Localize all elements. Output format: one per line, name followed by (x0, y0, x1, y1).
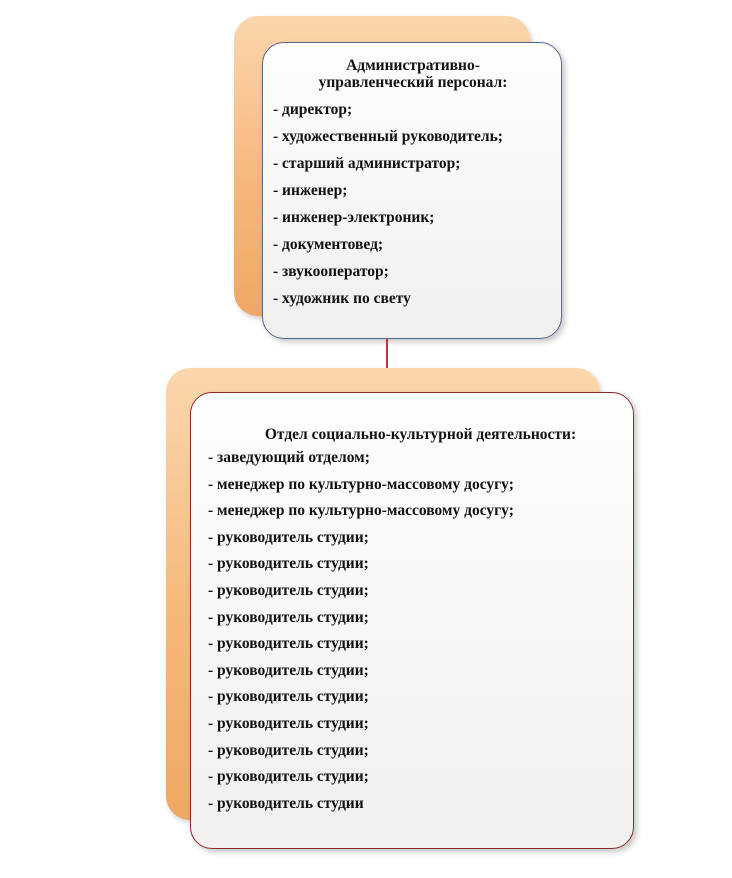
admin-title-line-1: Административно- (346, 57, 480, 74)
admin-staff-box (262, 42, 562, 339)
dept-box (190, 392, 634, 849)
admin-staff-item: - художник по свету (273, 290, 411, 307)
admin-staff-item: - инженер-электроник; (273, 209, 435, 226)
dept-staff-item: - руководитель студии; (208, 688, 369, 706)
dept-box-title: Отдел социально-культурной деятельности: (264, 426, 577, 443)
dept-staff-item: - руководитель студии; (208, 768, 369, 786)
admin-title-line-2: управленческий персонал: (318, 74, 508, 91)
admin-staff-item: - документовед; (273, 236, 384, 253)
dept-staff-item: - руководитель студии; (208, 635, 369, 653)
connector-line (386, 339, 388, 370)
admin-staff-item: - старший администратор; (273, 155, 461, 172)
admin-staff-item: - инженер; (273, 182, 348, 199)
admin-staff-item: - художественный руководитель; (273, 128, 503, 145)
dept-staff-item: - руководитель студии; (208, 555, 369, 573)
admin-staff-list (273, 101, 553, 308)
admin-staff-item: - звукооператор; (273, 263, 389, 280)
dept-staff-item: - руководитель студии; (208, 714, 369, 732)
dept-staff-item: - руководитель студии; (208, 581, 369, 599)
dept-staff-item: - руководитель студии; (208, 608, 369, 626)
dept-staff-item: - руководитель студии (208, 794, 364, 812)
dept-staff-item: - руководитель студии; (208, 741, 369, 759)
dept-staff-item: - менеджер по культурно-массовому досугу; (208, 502, 514, 520)
dept-staff-list (208, 449, 625, 813)
dept-staff-item: - заведующий отделом; (208, 449, 370, 466)
admin-box-title (273, 57, 553, 91)
dept-staff-item: - руководитель студии; (208, 661, 369, 679)
dept-staff-item: - руководитель студии; (208, 528, 369, 546)
admin-staff-item: - директор; (273, 101, 353, 118)
dept-staff-item: - менеджер по культурно-массовому досугу; (208, 475, 514, 493)
